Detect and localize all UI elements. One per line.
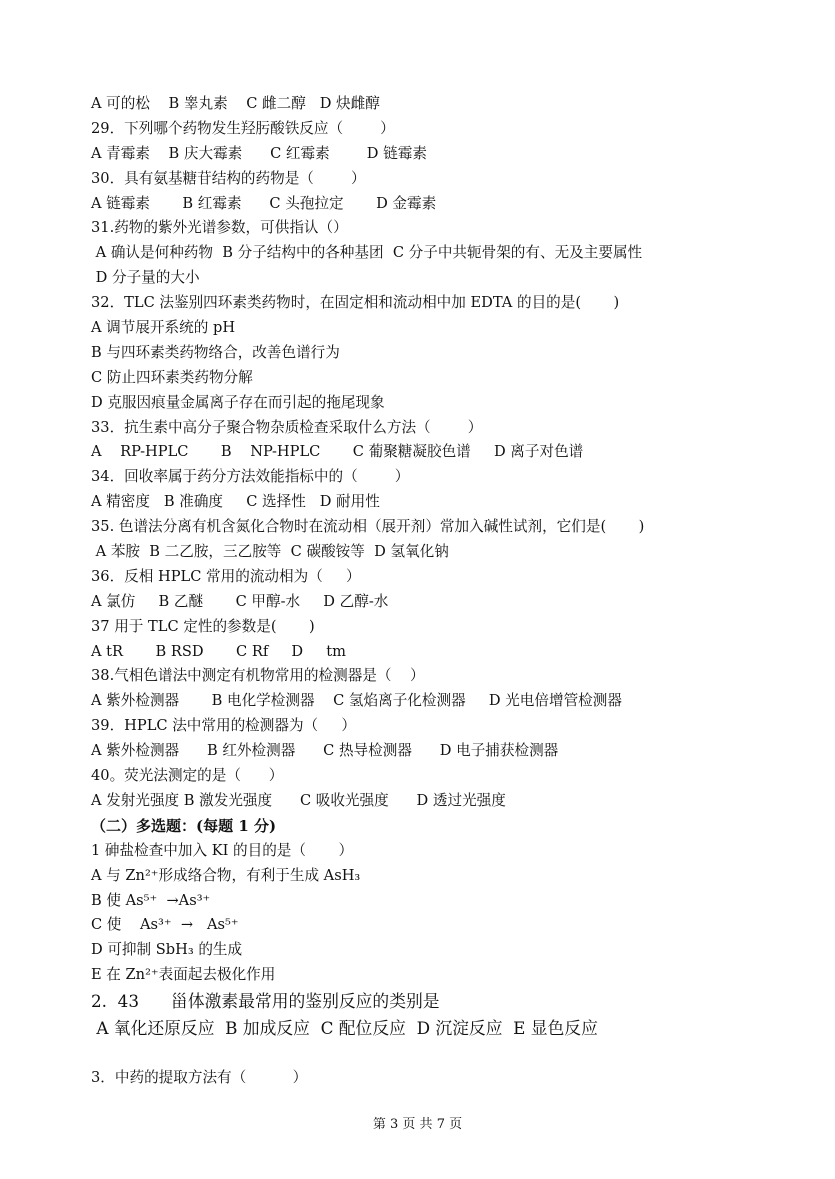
text-line: A 可的松 B 睾丸素 C 雌二醇 D 炔雌醇 <box>91 95 380 112</box>
options-29: A 青霉素 B 庆大霉素 C 红霉素 D 链霉素 <box>91 144 427 162</box>
question-35: 35. 色谱法分离有机含氮化合物时在流动相（展开剂）常加入碱性试剂，它们是( ) <box>91 518 645 536</box>
options-39: A 紫外检测器 B 红外检测器 C 热导检测器 D 电子捕获检测器 <box>91 742 559 760</box>
mc-question-1: 1 砷盐检查中加入 KI 的目的是（ ） <box>91 841 354 859</box>
section-heading-multiple-choice: （二）多选题：(每题 1 分) <box>91 816 277 835</box>
blank-line <box>91 1042 761 1066</box>
mc-option-1-d: D 可抑制 SbH₃ 的生成 <box>91 941 243 959</box>
question-31: 31.药物的紫外光谱参数，可供指认（） <box>91 219 348 237</box>
question-40: 40。荧光法测定的是（ ） <box>91 767 284 785</box>
question-38: 38.气相色谱法中测定有机物常用的检测器是（ ） <box>91 667 425 685</box>
options-31-line-2: D 分子量的大小 <box>91 269 200 287</box>
options-30: A 链霉素 B 红霉素 C 头孢拉定 D 金霉素 <box>91 194 437 212</box>
page-number: 第 3 页 共 7 页 <box>372 1117 463 1132</box>
mc-option-1-e: E 在 Zn²⁺表面起去极化作用 <box>91 966 276 984</box>
options-31-line-1: A 确认是何种药物 B 分子结构中的各种基团 C 分子中共轭骨架的有、无及主要属性 <box>91 244 643 262</box>
option-32-b: B 与四环素类药物络合，改善色谱行为 <box>91 343 340 361</box>
mc-option-1-b: B 使 As⁵⁺ →As³⁺ <box>91 891 211 909</box>
question-33: 33．抗生素中高分子聚合物杂质检查采取什么方法（ ） <box>91 418 483 436</box>
question-32: 32．TLC 法鉴别四环素类药物时，在固定相和流动相中加 EDTA 的目的是( ) <box>91 294 620 312</box>
question-39: 39．HPLC 法中常用的检测器为（ ） <box>91 717 356 735</box>
question-29: 29．下列哪个药物发生羟肟酸铁反应（ ） <box>91 119 395 137</box>
question-37: 37 用于 TLC 定性的参数是( ) <box>91 617 315 635</box>
options-40: A 发射光强度 B 激发光强度 C 吸收光强度 D 透过光强度 <box>91 791 506 809</box>
question-34: 34．回收率属于药分方法效能指标中的（ ） <box>91 468 410 486</box>
question-36: 36．反相 HPLC 常用的流动相为（ ） <box>91 567 361 585</box>
mc-option-1-c: C 使 As³⁺ → As⁵⁺ <box>91 916 239 934</box>
options-34: A 精密度 B 准确度 C 选择性 D 耐用性 <box>91 493 380 511</box>
mc-option-1-a: A 与 Zn²⁺形成络合物，有利于生成 AsH₃ <box>91 866 361 884</box>
options-37: A tR B RSD C Rf D tm <box>91 642 347 660</box>
mc-question-2: 2. 43 甾体激素最常用的鉴别反应的类别是 <box>91 991 440 1012</box>
mc-options-2: A 氧化还原反应 B 加成反应 C 配位反应 D 沉淀反应 E 显色反应 <box>91 1018 598 1039</box>
options-38: A 紫外检测器 B 电化学检测器 C 氢焰离子化检测器 D 光电倍增管检测器 <box>91 692 622 710</box>
option-32-d: D 克服因痕量金属离子存在而引起的拖尾现象 <box>91 393 385 411</box>
options-36: A 氯仿 B 乙醚 C 甲醇-水 D 乙醇-水 <box>91 592 389 610</box>
mc-question-3: 3．中药的提取方法有（ ） <box>91 1069 308 1087</box>
question-30: 30．具有氨基糖苷结构的药物是（ ） <box>91 169 366 187</box>
document-body <box>91 92 761 1091</box>
options-35: A 苯胺 B 二乙胺，三乙胺等 C 碳酸铵等 D 氢氧化钠 <box>91 543 449 561</box>
options-33: A RP-HPLC B NP-HPLC C 葡聚糖凝胶色谱 D 离子对色谱 <box>91 443 584 461</box>
option-32-a: A 调节展开系统的 pH <box>91 319 236 337</box>
option-32-c: C 防止四环素类药物分解 <box>91 368 253 386</box>
